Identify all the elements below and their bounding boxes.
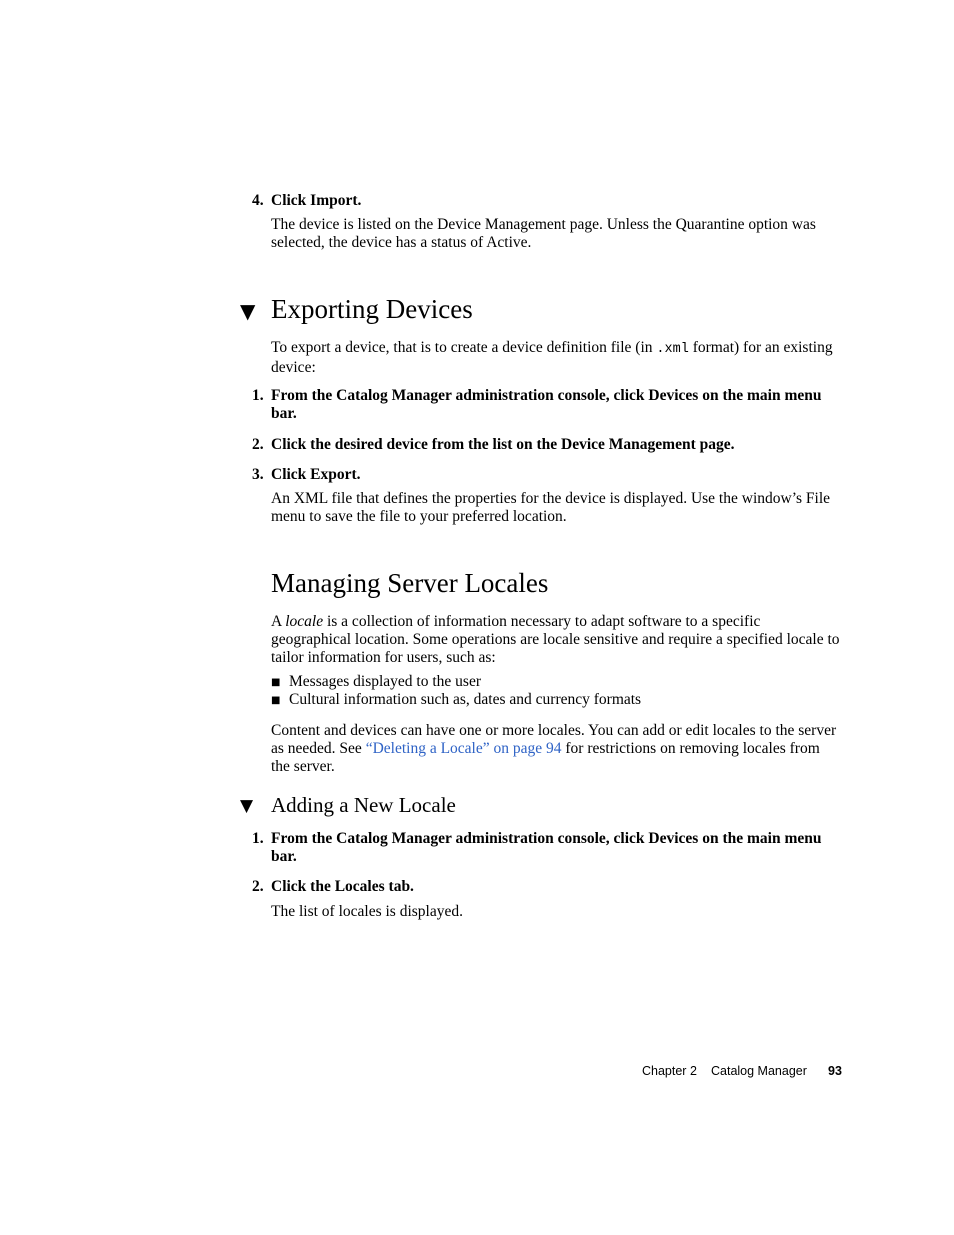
locales-paragraph: [271, 722, 841, 776]
step-number: 4.: [252, 192, 264, 209]
step-select-device: Click the desired device from the list on the Device Management page.: [271, 436, 735, 453]
step-number: 3.: [252, 466, 264, 483]
intro-text-after: format) for an existing device:: [271, 339, 833, 376]
list-item: Messages displayed to the user: [289, 673, 481, 690]
triangle-down-icon: ▼: [240, 796, 254, 816]
section-heading-locales: Managing Server Locales: [271, 568, 549, 598]
export-result: An XML file that defines the properties for the device is displayed. Use the window’s File menu to save the file to your preferred location.: [271, 490, 831, 525]
step-click-export: Click Export.: [271, 466, 361, 483]
step-import: Click Import.: [271, 192, 362, 209]
intro-text-before: To export a device, that is to create a device definition file (in: [271, 339, 657, 356]
page-number: 93: [828, 1064, 842, 1078]
section-heading-exporting: Exporting Devices: [271, 294, 473, 324]
step-number: 1.: [252, 387, 264, 404]
section-heading-adding: Adding a New Locale: [271, 793, 456, 817]
footer-chapter: Chapter 2: [642, 1064, 697, 1078]
code-xml: .xml: [656, 342, 689, 357]
step-number: 2.: [252, 436, 264, 453]
list-item: Cultural information such as, dates and currency formats: [289, 691, 642, 708]
intro-rest: is a collection of information necessary to adapt software to a specific geographical location. Some operations are locale sensitive and require a specified locale to tailor information for users, such as:: [271, 613, 840, 666]
square-bullet-icon: ■: [271, 677, 281, 688]
deleting-locale-link[interactable]: “Deleting a Locale” on page 94: [365, 740, 562, 757]
step-number: 2.: [252, 878, 264, 895]
footer-chapter-title: Catalog Manager: [711, 1064, 807, 1078]
term-locale: locale: [285, 613, 324, 630]
locales-result: The list of locales is displayed.: [271, 903, 463, 920]
step-import-result: The device is listed on the Device Management page. Unless the Quarantine option was selected, the device has a status of Active.: [271, 216, 816, 251]
step-open-devices: From the Catalog Manager administration console, click Devices on the main menu bar.: [271, 387, 822, 422]
step-open-devices: From the Catalog Manager administration console, click Devices on the main menu bar.: [271, 830, 822, 865]
para-text-before: Content and devices can have one or more locales. You can add or edit locales to the server as needed. See: [271, 722, 837, 757]
step-number: 1.: [252, 830, 264, 847]
square-bullet-icon: ■: [271, 695, 281, 706]
step-locales-tab: Click the Locales tab.: [271, 878, 414, 895]
para-text-after: for restrictions on removing locales from the server.: [271, 740, 820, 775]
intro-a: A: [271, 613, 286, 630]
triangle-down-icon: ▼: [240, 299, 256, 323]
exporting-intro: [271, 339, 841, 377]
locales-intro: [271, 613, 841, 667]
